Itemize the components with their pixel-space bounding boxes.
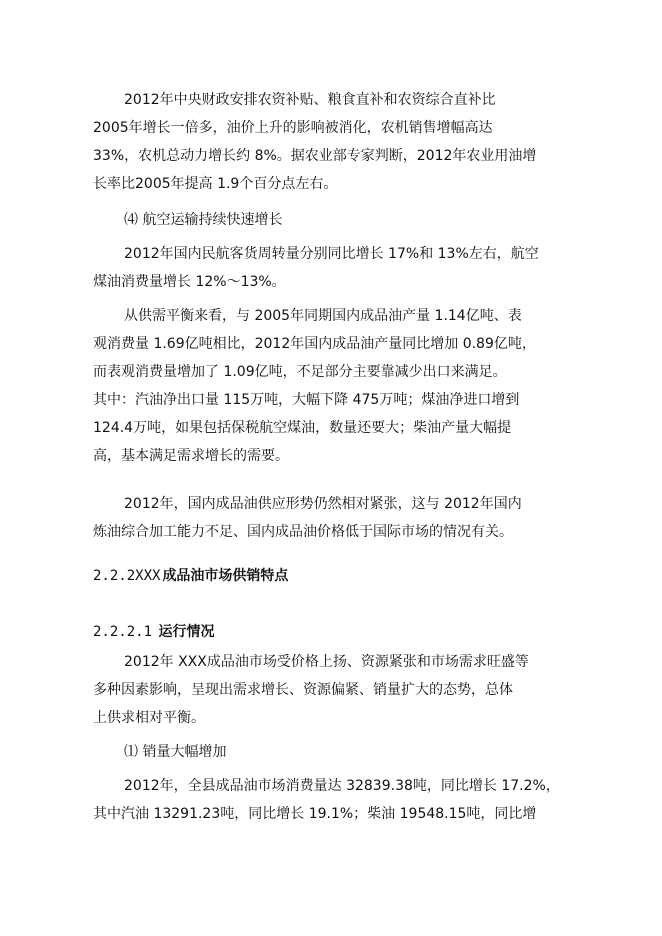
text-line: 2012年中央财政安排农资补贴、粮食直补和农资综合直补比 [124,92,496,108]
text-line: 观消费量 1.69亿吨相比，2012年国内成品油产量同比增加 0.89亿吨， [93,336,536,352]
paragraph-agri-subsidy [93,86,573,198]
text-line: 从供需平衡来看，与 2005年同期国内成品油产量 1.14亿吨、表 [124,308,522,324]
text-line: 33%，农机总动力增长约 8%。据农业部专家判断，2012年农业用油增 [93,148,537,164]
text-line: 多种因素影响，呈现出需求增长、资源偏紧、销量扩大的态势，总体 [93,682,513,698]
paragraph-supply-situation [93,490,573,546]
text-line: 上供求相对平衡。 [93,710,205,726]
section-heading-2-2-2 [93,562,288,590]
list-item-label: ⑷ 航空运输持续快速增长 [124,212,283,228]
text-line: 长率比2005年提高 1.9个百分点左右。 [93,176,338,192]
paragraph-operation [93,648,573,732]
list-item-aviation [93,206,573,234]
list-item-label: ⑴ 销量大幅增加 [124,744,227,760]
text-line: 其中汽油 13291.23吨，同比增长 19.1%；柴油 19548.15吨，同比增 [93,806,537,822]
text-line: 2012年，全县成品油市场消费量达 32839.38吨，同比增长 17.2%， [124,778,560,794]
section-number: 2.2.2XXX [93,568,161,584]
paragraph-aviation [93,240,573,296]
list-item-sales [93,738,573,766]
section-title: 运行情况 [158,624,215,640]
text-line: 炼油综合加工能力不足、国内成品油价格低于国际市场的情况有关。 [93,524,513,540]
text-line: 其中：汽油净出口量 115万吨，大幅下降 475万吨；煤油净进口增到 [93,392,520,408]
text-line: 2012年，国内成品油供应形势仍然相对紧张，这与 2012年国内 [124,496,522,512]
section-heading-2-2-2-1 [93,618,214,646]
paragraph-supply-demand [93,302,573,470]
text-line: 124.4万吨，如果包括保税航空煤油，数量还要大；柴油产量大幅提 [93,420,512,436]
text-line: 煤油消费量增长 12%～13%。 [93,274,286,290]
text-line: 高，基本满足需求增长的需要。 [93,448,289,464]
text-line: 2005年增长一倍多，油价上升的影响被消化，农机销售增幅高达 [93,120,493,136]
section-title: 成品油市场供销特点 [162,568,289,584]
text-line: 2012年 XXX成品油市场受价格上扬、资源紧张和市场需求旺盛等 [124,654,529,670]
section-number: 2.2.2.1 [93,624,153,640]
text-line: 2012年国内民航客货周转量分别同比增长 17%和 13%左右，航空 [124,246,539,262]
paragraph-sales-volume [93,772,573,828]
text-line: 而表观消费量增加了 1.09亿吨，不足部分主要靠减少出口来满足。 [93,364,507,380]
